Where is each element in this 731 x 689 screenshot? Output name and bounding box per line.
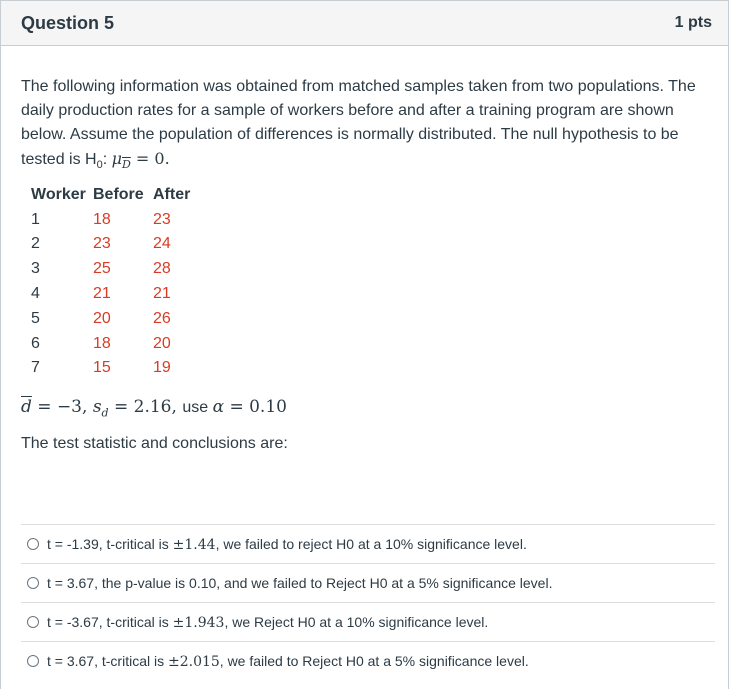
answer-option[interactable]	[21, 563, 715, 602]
answer-list	[21, 524, 715, 680]
d-bar-symbol: $\overline{d}$	[21, 396, 32, 417]
radio-button[interactable]	[27, 616, 39, 628]
cell-before: 18	[93, 334, 111, 352]
answer-text-start: t = 3.67, t-critical is	[47, 652, 168, 669]
answer-option[interactable]	[21, 641, 715, 680]
table-row	[31, 356, 190, 381]
summary-statistics	[21, 395, 708, 425]
table-row	[31, 282, 190, 307]
cell-worker: 2	[31, 235, 40, 253]
answer-critical-value: ±1.44	[172, 536, 216, 553]
answer-text-start: t = 3.67, the p-value is 0.10, and we failed to Reject H0 at a 5% significance level.	[47, 574, 553, 591]
answer-option[interactable]	[21, 602, 715, 641]
cell-after: 24	[153, 235, 171, 253]
question-text	[21, 75, 711, 177]
cell-worker: 7	[31, 359, 40, 377]
answer-text-start: t = -3.67, t-critical is	[47, 613, 173, 630]
answer-critical-value: ±2.015	[167, 653, 220, 670]
cell-before: 20	[93, 309, 111, 327]
h-colon: :	[102, 151, 112, 168]
col-header-after: After	[153, 186, 191, 204]
cell-before: 21	[93, 284, 111, 302]
question-text-main: The following information was obtained from matched samples taken from two populations. The daily production rates for a sample of workers before and after a training program are shown below. Assume the population of differences is normally distributed. The null hypothesis to be tested is H	[21, 78, 696, 168]
cell-before: 23	[93, 235, 111, 253]
answer-text	[47, 575, 552, 592]
s-subscript: d	[101, 406, 109, 420]
h-subscript: 0	[96, 159, 103, 172]
answer-option[interactable]	[21, 524, 715, 563]
table-row	[31, 331, 190, 356]
cell-worker: 1	[31, 210, 40, 228]
cell-worker: 6	[31, 334, 40, 352]
answer-text	[47, 653, 529, 670]
answer-critical-value: ±1.943	[172, 614, 225, 631]
cell-before: 15	[93, 359, 111, 377]
cell-after: 19	[153, 359, 171, 377]
mu-symbol: μ	[111, 149, 123, 168]
answer-text	[47, 614, 488, 631]
table-header-row	[31, 183, 190, 207]
cell-after: 21	[153, 284, 171, 302]
answer-text-end: , we failed to reject H0 at a 10% significance level.	[215, 535, 527, 552]
d-bar-value: = −3,	[31, 396, 93, 417]
table-row	[31, 207, 190, 232]
alpha-value: = 0.10	[224, 396, 287, 417]
cell-worker: 4	[31, 284, 40, 302]
question-header	[1, 0, 728, 46]
answer-text-start: t = -1.39, t-critical is	[47, 535, 173, 552]
cell-after: 23	[153, 210, 171, 228]
mu-subscript: D	[122, 158, 131, 172]
s-symbol: s	[92, 396, 102, 417]
use-label: use	[182, 398, 213, 416]
table-row	[31, 306, 190, 331]
question-prompt: The test statistic and conclusions are:	[21, 435, 288, 453]
answer-text-end: , we Reject H0 at a 10% significance level.	[224, 613, 489, 630]
question-body	[1, 46, 728, 453]
question-title: Question 5	[21, 12, 115, 33]
cell-after: 20	[153, 334, 171, 352]
col-header-before: Before	[93, 186, 144, 204]
cell-before: 25	[93, 260, 111, 278]
null-value: = 0.	[130, 149, 170, 168]
cell-after: 28	[153, 260, 171, 278]
col-header-worker: Worker	[31, 186, 86, 204]
answer-text-end: , we failed to Reject H0 at a 5% significance level.	[219, 652, 529, 669]
s-value: = 2.16,	[108, 396, 183, 417]
cell-worker: 5	[31, 309, 40, 327]
table-row	[31, 257, 190, 282]
data-table	[31, 183, 190, 381]
cell-after: 26	[153, 309, 171, 327]
cell-before: 18	[93, 210, 111, 228]
table-row	[31, 232, 190, 257]
radio-button[interactable]	[27, 538, 39, 550]
alpha-symbol: α	[212, 396, 225, 417]
radio-button[interactable]	[27, 577, 39, 589]
cell-worker: 3	[31, 260, 40, 278]
question-points: 1 pts	[674, 14, 712, 31]
answer-text	[47, 536, 527, 553]
radio-button[interactable]	[27, 655, 39, 667]
